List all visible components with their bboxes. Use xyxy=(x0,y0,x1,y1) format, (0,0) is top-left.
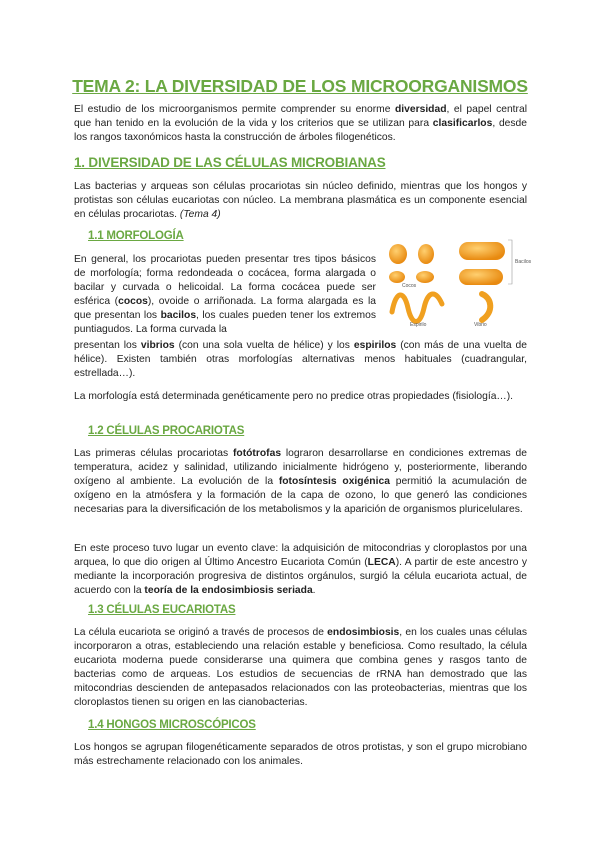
morfologia-heading: 1.1 MORFOLOGÍA xyxy=(88,230,184,242)
morfologia-bold: bacilos xyxy=(160,310,197,321)
section1-reference: (Tema 4) xyxy=(179,209,221,220)
morfologia-text: (con una sola vuelta de hélice) y los xyxy=(174,340,354,351)
procariotas-bold: LECA xyxy=(367,557,396,568)
morfologia-text: ), ovoide o arriñonada. La forma alargada es la que presentan los xyxy=(74,296,376,321)
procariotas-paragraph-1 xyxy=(74,447,527,517)
label-cocos: Cocos xyxy=(402,283,417,289)
procariotas-text: permitió la acumulación de oxígeno en la atmósfera y la formación de la capa de ozono, lo que generó las condiciones necesarias para la diversificación de los metabolismos y la aparición de organismos pluricelulares. xyxy=(74,476,527,515)
spirillum-shape xyxy=(392,294,442,322)
label-vibrio: Vibrio xyxy=(474,322,487,328)
intro-bold: clasificarlos xyxy=(432,118,493,129)
bacilos-bracket xyxy=(508,240,512,284)
morfologia-paragraph xyxy=(74,253,376,337)
morfologia-bold: espirilos xyxy=(353,340,397,351)
hongos-heading: 1.4 HONGOS MICROSCÓPICOS xyxy=(88,719,256,731)
procariotas-text: Las primeras células procariotas xyxy=(74,448,233,459)
intro-bold: diversidad xyxy=(394,104,447,115)
coccus-shape xyxy=(416,271,434,283)
morfologia-text: presentan los xyxy=(74,340,141,351)
section1-heading: 1. DIVERSIDAD DE LAS CÉLULAS MICROBIANAS xyxy=(74,155,386,170)
morfologia-text: En general, los procariotas pueden presentar tres tipos básicos de morfología; forma redondeada o cocácea, forma alargada o bacilar y curvada o helicoidal. La forma cocácea puede ser esférica ( xyxy=(74,254,376,307)
eucariotas-text: La célula eucariota se originó a través de procesos de xyxy=(74,627,328,638)
morfologia-paragraph-continued xyxy=(74,339,527,381)
intro-text: , desde los rangos taxonómicos hasta la construcción de árboles filogenéticos. xyxy=(74,118,527,143)
procariotas-bold: fotótrofas xyxy=(233,448,282,459)
bacillus-shape xyxy=(459,242,505,260)
document-title: TEMA 2: LA DIVERSIDAD DE LOS MICROORGANISMOS xyxy=(72,76,528,96)
label-bacilos: Bacilos xyxy=(515,259,532,265)
procariotas-heading: 1.2 CÉLULAS PROCARIOTAS xyxy=(88,425,245,437)
section1-text: Las bacterias y arqueas son células procariotas sin núcleo definido, mientras que los hongos y protistas son células eucariotas con núcleo. La membrana plasmática es un componente esencial en células procariotas. xyxy=(74,181,527,220)
coccus-shape xyxy=(389,244,407,264)
morfologia-paragraph-2: La morfología está determinada genéticamente pero no predice otras propiedades (fisiología…). xyxy=(74,391,514,402)
bacteria-morphology-figure xyxy=(384,232,534,332)
vibrio-shape xyxy=(482,294,490,320)
morfologia-text: , los cuales pueden tener los extremos puntiagudos. La forma curvada la xyxy=(74,310,376,335)
procariotas-text: ). A partir de este ancestro y mediante la incorporación progresiva de distintos orgánulos, surgió la célula eucariota actual, de acuerdo con la xyxy=(74,557,528,596)
label-espirilo: Espirilo xyxy=(410,322,427,328)
procariotas-text: . xyxy=(312,585,316,596)
intro-text: , el papel central que han tenido en la evolución de la vida y los criterios que se utilizan para xyxy=(74,104,527,129)
bacillus-shape xyxy=(459,269,503,285)
intro-text: El estudio de los microorganismos permite comprender su enorme xyxy=(74,104,395,115)
procariotas-bold: fotosíntesis oxigénica xyxy=(278,476,390,487)
coccus-shape xyxy=(418,244,434,264)
procariotas-text: En este proceso tuvo lugar un evento clave: la adquisición de mitocondrias y cloroplastos por una arquea, lo que dio origen al Último Ancestro Eucariota Común ( xyxy=(74,543,527,568)
eucariotas-heading: 1.3 CÉLULAS EUCARIOTAS xyxy=(88,604,236,616)
eucariotas-text: , en los cuales unas células incorporaron a otras, estableciendo una relación estable y beneficiosa. Como resultado, la célula eucariota moderna puede considerarse una quimera que combina genes y rasgos tanto de bacterias como de arqueas. Los estudios de secuencias de rRNA han demostrado que las mitocondrias descienden de antepasados relacionados con las proteobacterias, mientras que los cloroplastos tienen su origen en las cianobacterias. xyxy=(74,627,527,708)
hongos-paragraph: Los hongos se agrupan filogenéticamente separados de otros protistas, y son el grupo microbiano más estrechamente relacionado con los animales. xyxy=(74,742,527,767)
procariotas-paragraph-2 xyxy=(74,542,527,598)
morfologia-text: (con más de una vuelta de hélice). Existen también otras morfologías alternativas menos habituales (cuadrangular, estrellada…). xyxy=(74,340,528,379)
intro-paragraph xyxy=(74,103,527,145)
procariotas-text: lograron desarrollarse en condiciones extremas de temperatura, acidez y salinidad, utilizando inicialmente hidrógeno y, posteriormente, liberando oxígeno al ambiente. La evolución de la xyxy=(74,448,527,487)
procariotas-bold: teoría de la endosimbiosis seriada xyxy=(144,585,313,596)
eucariotas-paragraph xyxy=(74,626,527,710)
coccus-shape xyxy=(389,271,405,283)
morfologia-bold: cocos xyxy=(118,296,148,307)
eucariotas-bold: endosimbiosis xyxy=(327,627,400,638)
morfologia-bold: vibrios xyxy=(140,340,175,351)
section1-paragraph xyxy=(74,180,527,222)
